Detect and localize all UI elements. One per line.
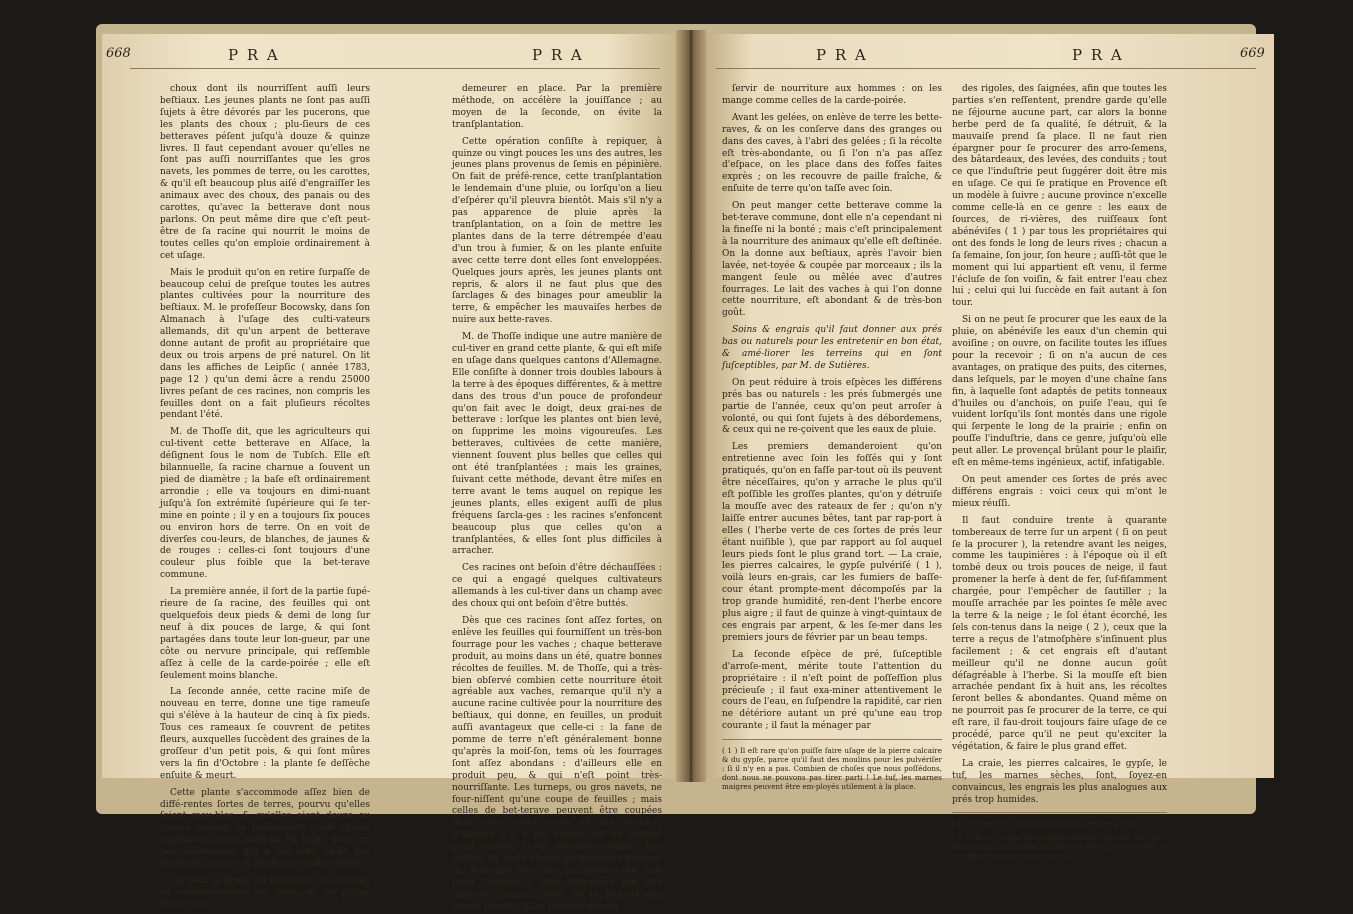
text-column: [722, 84, 942, 792]
paragraph: des rigoles, des ſaignées, afin que toutes les parties s'en reſſentent, prendre garde qu'elle ne ſéjourne aucune part, car alors la bonne herbe perd de ſa qualité, ſe détruit, & la mauvaiſe prend ſa place. Il ne faut rien épargner pour ſe procurer des arro-ſemens, des bâtardeaux, des levées, des conduits ; tout ce que l'induſtrie peut ſuggérer doit être mis en uſage. Ce qui ſe pratique en Provence eſt un modèle à ſuivre ; aucune province n'excelle comme celle-là en ce genre : les eaux de ſources, de ri-vières, des ruiſſeaux ſont abénéviſes ( 1 ) par tous les propriétaires qui ont des fonds le long de leurs rives ; chacun a ſa ſemaine, ſon jour, ſon heure ; auſſi-tôt que le moment qui lui appartient eſt venu, il ferme l'écluſe de ſon voiſin, & fait entrer l'eau chez lui ; celui qui lui ſuccède en fait autant à ſon tour.: [952, 84, 1167, 309]
paragraph: Avant les gelées, on enlève de terre les bette-raves, & on les conſerve dans des granges ou dans des caves, à l'abri des gelées ; ſi la récolte eſt très-abondante, ou ſi l'on n'a pas aſſez d'eſpace, on les place dans des foſſes faites exprès ; on les recouvre de paille fraîche, & enſuite de terre qu'on taſſe avec ſoin.: [722, 112, 942, 195]
paragraph: demeurer en place. Par la première méthode, on accélère la jouiſſance ; au moyen de la ſeconde, on évite la tranſplantation.: [452, 84, 662, 130]
book-gutter: [676, 30, 706, 782]
paragraph: Les premiers demanderoient qu'on entretienne avec ſoin les foſſés qui y ſont pratiqués, qu'on en faſſe par-tout où ils peuvent être néceſſaires, qu'on y arrache le plus qu'il eſt poſſible les groſſes plantes, qu'on y détruiſe la mouſſe avec des rateaux de fer ; qu'on n'y laiſſe entrer aucunes bêtes, tant par rap-port à elles ( l'herbe verte de ces ſortes de prés leur étant nuiſible ), que par rapport au ſol auquel leurs pieds ſont le plus grand tort. — La craie, les pierres calcaires, le gypſe pulvériſé ( 1 ), voilà leurs en-grais, car les fumiers de baſſe-cour étant prompte-ment décompoſés par la trop grande humidité, ren-dent l'herbe encore plus aigre ; il faut de quinze à vingt-quintaux de ces engrais par arpent, & les ſe-mer dans les premiers jours de février par un beau temps.: [722, 442, 942, 643]
paragraph: M. de Thoſſe dit, que les agriculteurs qui cul-tivent cette betterave en Alſace, la déſignent ſous le nom de Tubſch. Elle eſt bilannuelle, ſa racine charnue a ſouvent un pied de diamètre ; la baſe eſt ordinairement arrondie ; elle va toujours en dimi-nuant juſqu'à ſon extrémité ſupérieure qui ſe ter-mine en pointe ; il y en a toujours ſix pouces ou environ hors de terre. On en voit de diverſes cou-leurs, de blanches, de jaunes & de rouges : celles-ci ſont toujours d'une couleur plus foible que la bet-terave commune.: [160, 427, 370, 581]
footnotes: [952, 812, 1167, 860]
text-column: [952, 84, 1167, 861]
paragraph: Mais le produit qu'on en retire ſurpaſſe de beaucoup celui de preſque toutes les autres plantes cultivées pour la nourriture des beſtiaux. M. le profeſſeur Bocowsky, dans ſon Almanach à l'uſage des culti-vateurs allemands, dit qu'un arpent de betterave donne autant de profit au propriétaire que deux ou trois arpens de pré naturel. On lit dans les affiches de Leipſic ( année 1783, page 12 ) qu'un demi âcre a rendu 25000 livres peſant de ces racines, non compris les feuilles dont on a fait pluſieurs récoltes pendant l'été.: [160, 267, 370, 421]
running-header: P R A: [1072, 46, 1124, 64]
footnote: ( 1 ) Il eſt rare qu'on puiſſe faire uſage de la pierre calcaire & du gypſe, parce qu'il faut des moulins pour les pulvériſer : ſi il n'y en a pas. Combien de choſes que nous poſſédons, dont nous ne pouvons pas tirer parti ! Le tuf, les marnes maigres peuvent être em-ployés utilement à la place.: [722, 746, 942, 792]
header-rule: [716, 68, 1256, 69]
running-header: P R A: [532, 46, 584, 64]
paragraph: Si on ne peut ſe procurer que les eaux de la pluie, on abénéviſe les eaux d'un chemin qui avoiſine ; on ouvre, on facilite toutes les iſſues pour la recevoir ; ſi on n'a aucun de ces avantages, on pratique des puits, des citernes, dans leſquels, par le moyen d'une chaîne ſans fin, à laquelle ſont adaptés de petits tonneaux d'huiles ou d'anchois, on puiſe l'eau, qui ſe vuident lorſqu'ils ſont montés dans une rigole qui ſerpente le long de la prairie ; enfin on pouſſe l'induſtrie, dans ce genre, juſqu'où elle peut aller. Le provençal brûlant pour le plaiſir, eſt en même-tems ingénieux, actif, infatigable.: [952, 315, 1167, 469]
paragraph: choux dont ils nourriſſent auſſi leurs beſtiaux. Les jeunes plants ne ſont pas auſſi ſujets à être dévorés par les pucerons, que les plants des choux ; plu-ſieurs de ces betteraves péſent juſqu'à douze & quinze livres. Il faut cependant avouer qu'elles ne ſont pas auſſi nourriſſantes que les gros navets, les pommes de terre, ou les carottes, & qu'il eſt beaucoup plus aiſé d'engraiſſer les animaux avec des choux, des panais ou des carottes, qu'avec la betterave dont nous parlons. On peut même dire que c'eſt peut-être de ſa racine qui nourrit le moins de toutes celles qu'on emploie ordinairement à cet uſage.: [160, 84, 370, 261]
paragraph: La première année, il ſort de la partie ſupé-rieure de ſa racine, des feuilles qui ont quelquefois deux pieds & demi de long ſur neuf à dix pouces de large, & qui ſont partagées dans toute leur lon-gueur, par une côte ou nervure principale, qui reſſemble aſſez à celle de la carde-poirée ; elle eſt ſeulement moins blanche.: [160, 587, 370, 681]
header-rule: [130, 68, 660, 69]
page-number: 668: [106, 46, 131, 61]
paragraph: Dès que ces racines ſont aſſez fortes, on enlève les feuilles qui fourniſſent un très-bon fourrage pour les vaches ; chaque betterave produit, au moins dans un été, quatre bonnes récoltes de feuilles. M. de Thoſſe, qui a très-bien obſervé combien cette nourriture étoit agréable aux vaches, remarque qu'il n'y a aucune racine cultivée pour la nourriture des beſtiaux, qui donne, en feuilles, un produit auſſi avantageux que celle-ci : la fane de pomme de terre n'eſt généralement bonne qu'après la moiſ-ſon, tems où les fourrages ſont aſſez abondans : d'ailleurs elle en produit peu, & qui n'eſt point très-nourriſſante. Les turneps, ou gros navets, ne four-niſſent qu'une coupe de feuilles ; mais celles de bet-terave peuvent être coupées deux mois avant qu'on ait des choux : d'ailleurs il y a des vaches qui ne veulent point toucher à ces dernières plantes. Les feuilles de cette eſpèce de betterave forment un fourrage très-ſain, puiſqu'elles ne ſont point ſujettes à être attaquées par des inſectes, comme celles de la plupart des autres plantes. Elles peuvent encore: [452, 615, 662, 912]
paragraph: On peut réduire à trois eſpèces les différens prés bas ou naturels : les prés ſubmergés une partie de l'année, ceux qu'on peut arroſer à volonté, ou qui ſont ſujets à des débordemens, & ceux qui ne re-çoivent que les eaux de pluie.: [722, 377, 942, 436]
paragraph: La ſeconde eſpèce de pré, ſuſceptible d'arroſe-ment, mérite toute l'attention du propriétaire : il n'eſt point de poſſeſſion plus précieuſe ; il faut exa-miner attentivement le cours de l'eau, en ſuſpendre la rapidité, car rien ne détériore autant un pré qu'une eau trop courante ; il faut la ménager par: [722, 649, 942, 732]
running-header: P R A: [228, 46, 280, 64]
paragraph: ſervir de nourriture aux hommes : on les mange comme celles de la carde-poirée.: [722, 84, 942, 106]
paragraph: Cette opération conſiſte à repiquer, à quinze ou vingt pouces les uns des autres, les jeunes plans provenus de ſemis en pépinière. On fait de préfé-rence, cette tranſplantation le lendemain d'une pluie, ou lorſqu'on a lieu d'eſpérer qu'il pleuvra bientôt. Mais s'il n'y a pas apparence de pluie après la tranſplantation, on a ſoin de mettre les plantes dans de la terre détrempée d'eau d'un trou à fumier, & on les plante enſuite avec cette terre dont elles ſont enveloppées. Quelques jours après, les jeunes plants ont repris, & alors il ne faut plus que des ſarclages & des binages pour ameublir la terre, & empêcher les mauvaiſes herbes de nuire aux bette-raves.: [452, 136, 662, 326]
running-header: P R A: [816, 46, 868, 64]
paragraph: On peut la ſemer en pépinière ſur couche, au commencement de mars, ou en pleine terre, pour: [160, 876, 370, 910]
left-page: [102, 34, 676, 912]
paragraph: On peut amender ces ſortes de prés avec différens engrais : voici ceux qui m'ont le mieux réuſſi.: [952, 475, 1167, 509]
paragraph: On peut manger cette betterave comme la bet-terave commune, dont elle n'a cependant ni la fineſſe ni la bonté ; mais c'eſt principalement à la nourriture des animaux qu'elle eſt deſtinée. On la donne aux beſtiaux, après l'avoir bien lavée, net-toyée & coupée par morceaux ; ils la mangent ſeule ou mêlée avec d'autres fourrages. Le lait des vaches à qui l'on donne cette nourriture, eſt abondant & de très-bon goût.: [722, 201, 942, 319]
paragraph: Il faut conduire trente à quarante tombereaux de terre ſur un arpent ( ſi on peut ſe la procurer ), la retendre avant les neiges, comme les taupinières : à l'époque où il eſt tombé deux ou trois pouces de neige, il faut promener la herſe à dent de fer, ſuf-fiſamment chargée, pour l'empêcher de ſautiller ; la mouſſe arrachée par les pointes ſe mêle avec la terre & la neige ; le ſol étant écorché, les ſels con-tenus dans la neige ( 2 ), ceux que la terre a reçus de l'atmoſphère s'inſinuent plus facilement ; & cet engrais eſt d'autant meilleur qu'il ne donne aucun goût déſagréable à l'herbe. Si la mouſſe eſt bien arrachée pendant ſix à huit ans, les récoltes ſeront belles & abondantes. Quand même on ne pourroit pas ſe procurer de la terre, ce qui eſt rare, il fau-droit toujours faire uſage de ce procédé, parce qu'il ne peut qu'exciter la végétation, & faire le plus grand effet.: [952, 515, 1167, 752]
footnote: ( 1 ) Terme de Coutume qui ſignifie prendre à cens.: [952, 819, 1140, 829]
paragraph: La ſeconde année, cette racine miſe de nouveau en terre, donne une tige rameuſe qui s'élève à la hauteur de cinq à ſix pieds. Tous ces rameaux ſe couvrent de petites fleurs, auxquelles ſuccèdent des graines de la groſſeur d'un petit pois, & qui ſont mûres vers la fin d'Octobre : la plante ſe deſſèche enſuite & meurt.: [160, 687, 370, 781]
footnote: ( 2 ) On dit vulgairement que la neige contient des ſels ; n'eſt-ce pas plutôt ceux qui ſont con-tenus dans la terre, & s'évaporer lorſqu'elle la couvre ?: [952, 833, 1167, 861]
paragraph: La craie, les pierres calcaires, le gypſe, le tuf, les marnes sèches, ſont, ſoyez-en convaincus, les engrais les plus analogues aux prés trop humides.: [952, 758, 1167, 805]
right-page: [706, 34, 1274, 861]
paragraph: Cette plante s'accommode aſſez bien de diffé-rentes ſortes de terres, pourvu qu'elles ſoient meu-bles, & qu'elles aient douze ou quinze pouces de profondeur ; elle réuſſit cependant mieux dans un ſol léger, gras, un peu ſablonneux, qui a été bien diviſé par pluſieurs labours, & fumé convenable-ment.: [160, 787, 370, 870]
text-column: [452, 84, 662, 912]
footnotes: [722, 739, 942, 791]
text-column: [160, 84, 370, 910]
paragraph: M. de Thoſſe indique une autre manière de cul-tiver en grand cette plante, & qui eſt miſe en uſage dans quelques cantons d'Allemagne. Elle conſiſte à donner trois doubles labours à la terre à des époques différentes, & à mettre dans des trous d'un pouce de profondeur qu'on fait avec le doigt, deux grai-nes de betterave : lorſque les plantes ont bien levé, on ſupprime les moins vigoureuſes. Les betteraves, cultivées de cette manière, viennent ſouvent plus belles que celles qui ont été tranſplantées ; mais les graines, ſuivant cette méthode, devant être miſes en terre avant le tems auquel on repique les jeunes plants, elles exigent auſſi de plus fréquens ſarcla-ges : les racines s'enfoncent beaucoup plus que celles qu'on a tranſplantées, & elles ſont plus difficiles à arracher.: [452, 332, 662, 557]
paragraph: Ces racines ont beſoin d'être déchauſſées : ce qui a engagé quelques cultivateurs allemands à les cul-tiver dans un champ avec des choux qui ont beſoin d'être buttés.: [452, 563, 662, 610]
paragraph: Soins & engrais qu'il faut donner aux prés bas ou naturels pour les entretenir en bon état, & amé-liorer les terreins qui en ſont ſuſceptibles, par M. de Sutières.: [722, 325, 942, 371]
page-number: 669: [1240, 46, 1265, 61]
